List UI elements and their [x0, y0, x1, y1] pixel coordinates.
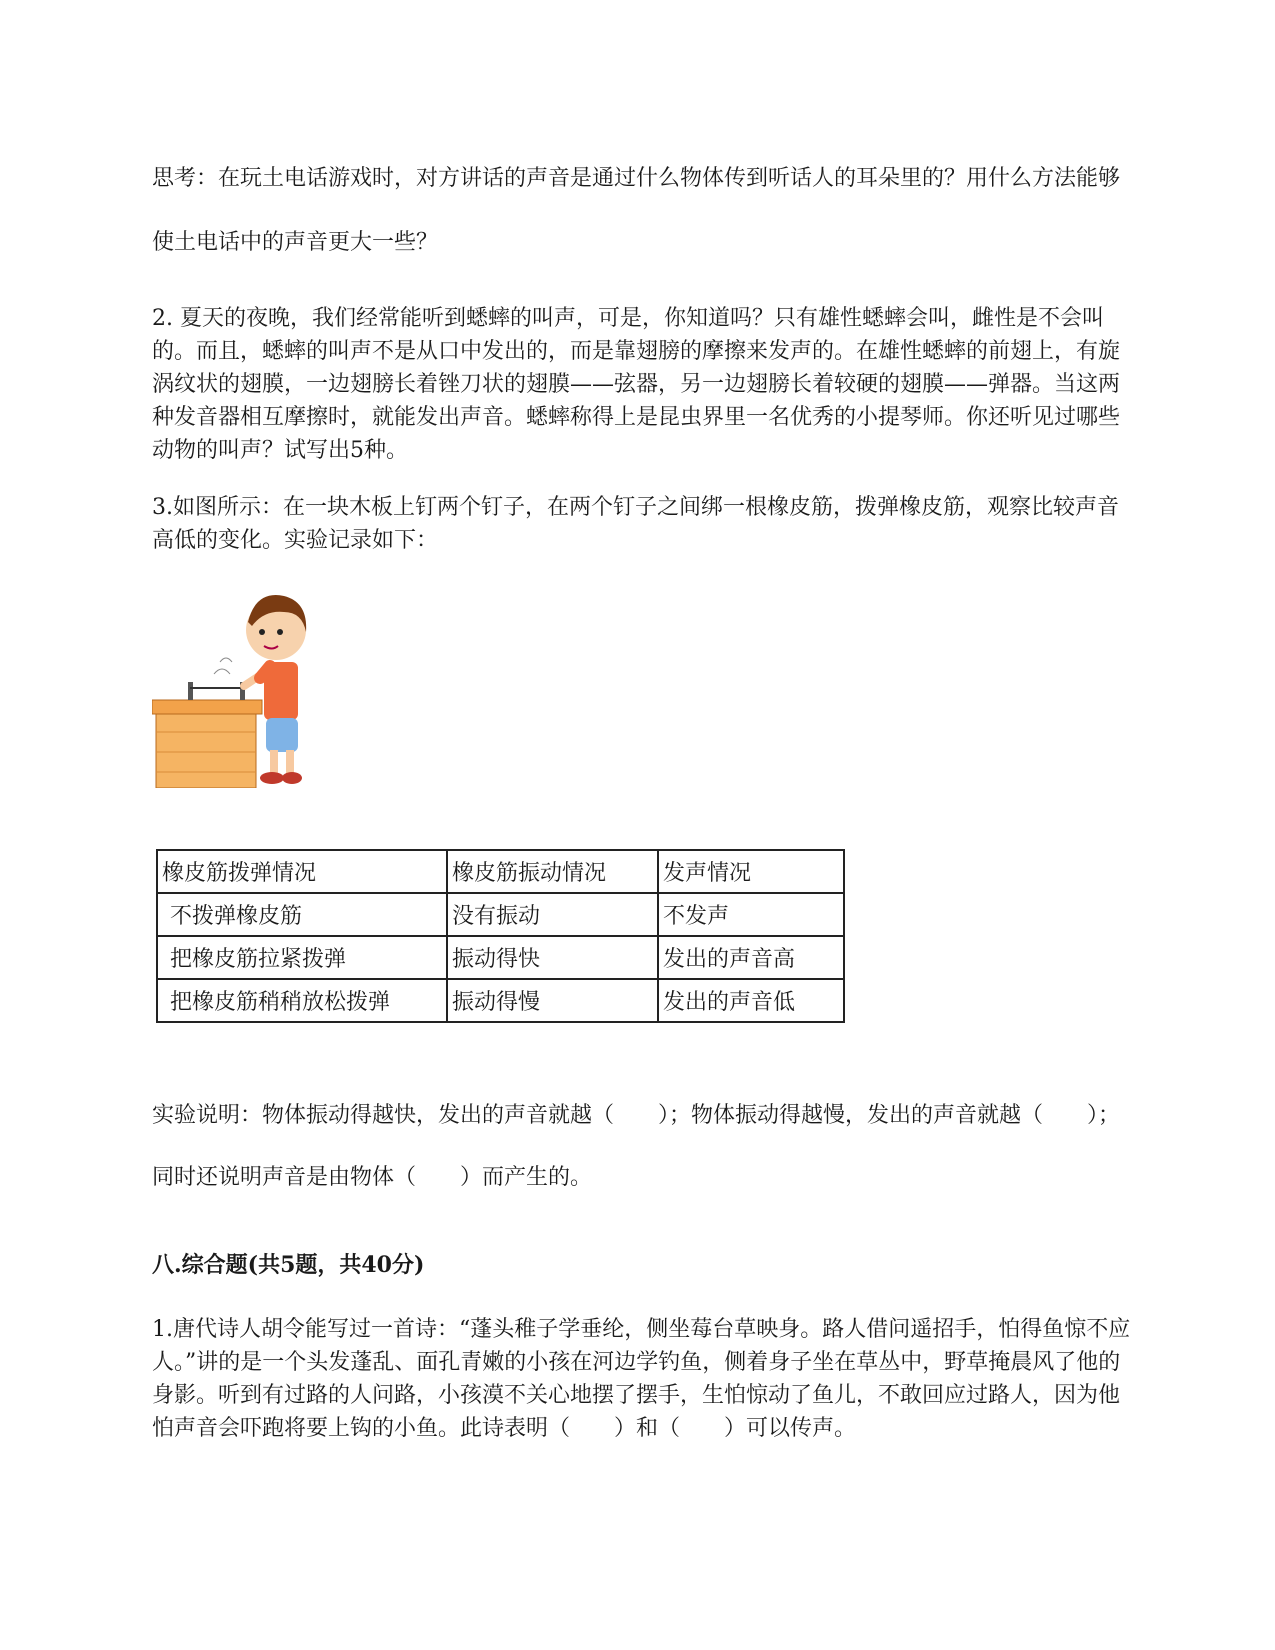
- table-cell: 不发声: [658, 893, 844, 936]
- table-header-cell: 发声情况: [658, 850, 844, 893]
- table-header-row: [157, 850, 844, 893]
- table-row: [157, 893, 844, 936]
- table-cell: 振动得快: [447, 936, 658, 979]
- table-cell: 不拨弹橡皮筋: [157, 893, 447, 936]
- table-cell: 把橡皮筋拉紧拨弹: [157, 936, 447, 979]
- experiment-record-table: [156, 849, 845, 1023]
- table-cell: 振动得慢: [447, 979, 658, 1022]
- comprehensive-question-1: 1.唐代诗人胡令能写过一首诗：“蓬头稚子学垂纶，侧坐莓台草映身。路人借问遥招手，怕得鱼惊不应人。”讲的是一个头发蓬乱、面孔青嫩的小孩在河边学钓鱼，侧着身子坐在草丛中，野草掩晨风了他的身影。听到有过路的人问路，小孩漠不关心地摆了摆手，生怕惊动了鱼儿，不敢回应过路人，因为他怕声音会吓跑将要上钩的小鱼。此诗表明（ ）和（ ）可以传声。: [152, 1317, 1131, 1441]
- question-2: 2. 夏天的夜晚，我们经常能听到蟋蟀的叫声，可是，你知道吗？只有雄性蟋蟀会叫，雌性是不会叫的。而且，蟋蟀的叫声不是从口中发出的，而是靠翅膀的摩擦来发声的。在雄性蟋蟀的前翅上，有旋涡纹状的翅膜，一边翅膀长着锉刀状的翅膜——弦器，另一边翅膀长着较硬的翅膜——弹器。当这两种发音器相互摩擦时，就能发出声音。蟋蟀称得上是昆虫界里一名优秀的小提琴师。你还听见过哪些动物的叫声？试写出5种。: [152, 306, 1121, 463]
- experiment-explanation: 实验说明：物体振动得越快，发出的声音就越（ ）；物体振动得越慢，发出的声音就越（ ）；同时还说明声音是由物体（ ）而产生的。: [152, 1103, 1121, 1190]
- table-cell: 发出的声音高: [658, 936, 844, 979]
- table-cell: 发出的声音低: [658, 979, 844, 1022]
- table-header-cell: 橡皮筋振动情况: [447, 850, 658, 893]
- table-cell: 把橡皮筋稍稍放松拨弹: [157, 979, 447, 1022]
- table-header-cell: 橡皮筋拨弹情况: [157, 850, 447, 893]
- table-row: [157, 979, 844, 1022]
- boy-plucking-rubber-band-illustration: [152, 582, 312, 788]
- question-3: 3.如图所示：在一块木板上钉两个钉子，在两个钉子之间绑一根橡皮筋，拨弹橡皮筋，观察比较声音高低的变化。实验记录如下：: [152, 495, 1119, 553]
- section-title: 八.综合题(共5题，共40分): [152, 1252, 425, 1278]
- think-question: 思考：在玩土电话游戏时，对方讲话的声音是通过什么物体传到听话人的耳朵里的？用什么方法能够使土电话中的声音更大一些？: [152, 166, 1121, 255]
- table-row: [157, 936, 844, 979]
- table-cell: 没有振动: [447, 893, 658, 936]
